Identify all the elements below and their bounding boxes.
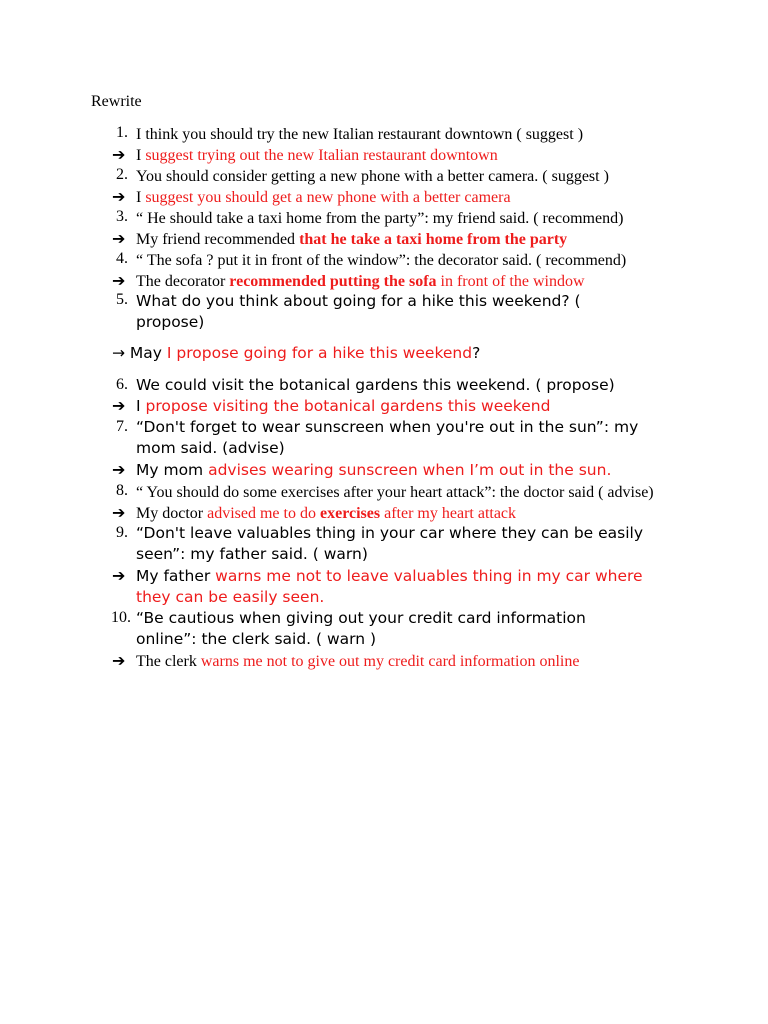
item-number: 1. — [116, 124, 128, 141]
arrow-icon: ➔ — [112, 229, 126, 248]
answer-line — [136, 396, 696, 417]
answer-highlight-end: after my heart attack — [380, 505, 517, 522]
answer-highlight: warns me not to give out my credit card information online — [200, 653, 580, 670]
answer-line — [136, 145, 696, 166]
arrow-icon: ➔ — [112, 651, 126, 670]
answer-highlight-bold: that he take a taxi home from the party — [299, 231, 568, 248]
answer-highlight: I propose going for a hike this weekend — [166, 344, 473, 362]
item-number: 9. — [116, 524, 128, 541]
arrow-icon: ➔ — [112, 145, 126, 164]
answer-highlight-bold: exercises — [319, 505, 381, 522]
answer-line — [136, 651, 696, 672]
answer-prefix: I — [136, 397, 146, 415]
question-line: You should consider getting a new phone with a better camera. ( suggest ) — [136, 168, 609, 185]
item-number: 2. — [116, 166, 128, 183]
arrow-icon: ➔ — [112, 271, 126, 290]
arrow-icon: ➔ — [112, 566, 126, 585]
answer-suffix: ? — [472, 344, 481, 362]
answer-highlight: propose visiting the botanical gardens this weekend — [145, 397, 551, 415]
question-line: “ You should do some exercises after your heart attack”: the doctor said ( advise) — [136, 484, 654, 501]
answer-prefix: The decorator — [136, 273, 230, 290]
item-number: 3. — [116, 208, 128, 225]
question-line: We could visit the botanical gardens this weekend. ( propose) — [136, 376, 615, 394]
answer-highlight: in front of the window — [436, 273, 585, 290]
answer-line — [136, 187, 696, 208]
arrow-icon: ➔ — [112, 396, 126, 415]
answer-line — [136, 460, 696, 481]
answer-prefix: I — [136, 147, 146, 164]
answer-prefix: I — [136, 189, 146, 206]
question-line: “ He should take a taxi home from the party”: my friend said. ( recommend) — [136, 210, 624, 227]
question-line: “Don't forget to wear sunscreen when you're out in the sun”: my mom said. (advise) — [136, 418, 639, 457]
answer-highlight: advises wearing sunscreen when I’m out in the sun. — [208, 461, 612, 479]
item-number: 10. — [111, 609, 131, 626]
question-line: “Don't leave valuables thing in your car where they can be easily seen”: my father said. ( warn) — [136, 524, 644, 563]
answer-highlight: warns me not to leave valuables thing in my car where they can be easily seen. — [136, 567, 643, 606]
question-line: I think you should try the new Italian restaurant downtown ( suggest ) — [136, 126, 584, 143]
arrow-icon: ➔ — [112, 460, 126, 479]
answer-line — [112, 343, 672, 364]
question-line: What do you think about going for a hike this weekend? ( propose) — [136, 292, 581, 331]
item-number: 6. — [116, 376, 128, 393]
answer-prefix: The clerk — [136, 653, 201, 670]
answer-prefix: My friend recommended — [136, 231, 300, 248]
answer-prefix: My father — [136, 567, 216, 585]
answer-line — [136, 229, 696, 250]
item-number: 8. — [116, 482, 128, 499]
question-line: “Be cautious when giving out your credit card information online”: the clerk said. ( warn ) — [136, 609, 586, 648]
answer-prefix: My doctor — [136, 505, 208, 522]
answer-highlight: suggest you should get a new phone with a better camera — [145, 189, 511, 206]
answer-line — [136, 566, 681, 608]
answer-highlight-bold: recommended putting the sofa — [229, 273, 437, 290]
question-line: “ The sofa ? put it in front of the window”: the decorator said. ( recommend) — [136, 252, 627, 269]
answer-highlight: advised me to do — [207, 505, 320, 522]
document-title: Rewrite — [91, 93, 142, 110]
answer-prefix: → May — [112, 344, 167, 362]
item-number: 5. — [116, 291, 128, 308]
answer-prefix: My mom — [136, 461, 209, 479]
arrow-icon: ➔ — [112, 503, 126, 522]
answer-highlight: suggest trying out the new Italian restaurant downtown — [145, 147, 498, 164]
item-number: 4. — [116, 250, 128, 267]
item-number: 7. — [116, 418, 128, 435]
answer-line — [136, 503, 696, 524]
answer-line — [136, 271, 696, 292]
arrow-icon: ➔ — [112, 187, 126, 206]
